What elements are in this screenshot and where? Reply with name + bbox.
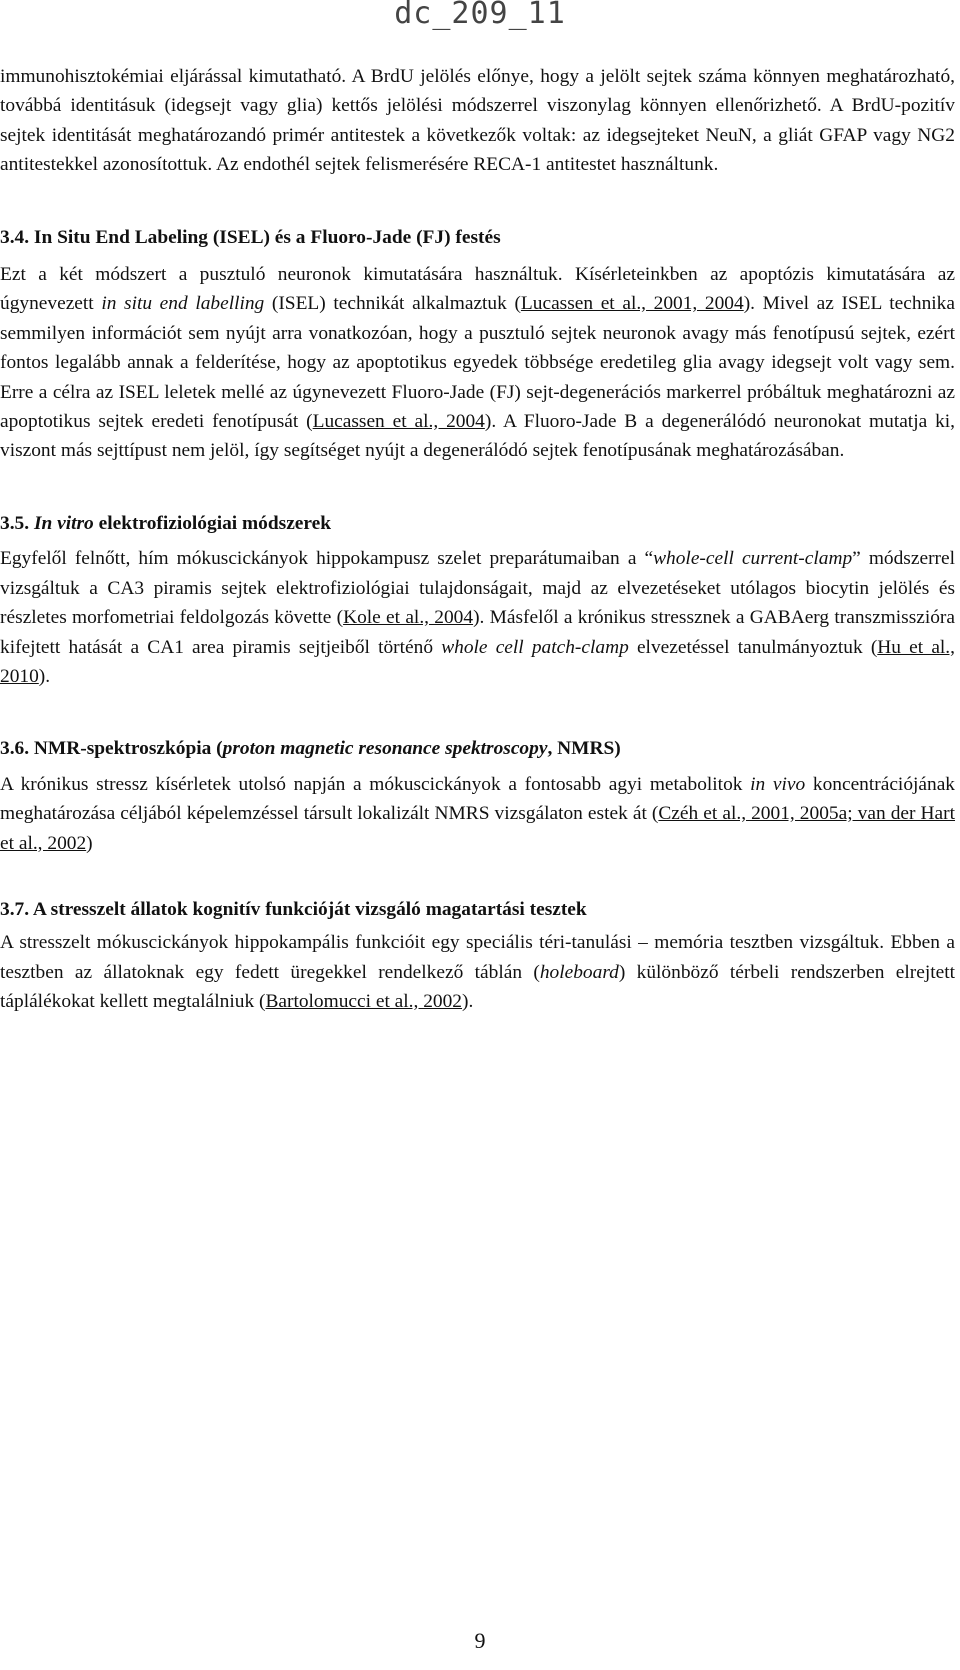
text: Ezt a két módszert a pusztuló neuronok kimutatására használtuk. Kísérleteinkben az apoptózis kimutatására az úgynevezett — [0, 264, 955, 315]
text: A stresszelt mókuscickányok hippokampális funkcióit egy speciális téri-tanulási – memória tesztben vizsgáltuk. Ebben a tesztben az állatoknak egy fedett üregekkel rendelkező táblán ( — [0, 932, 955, 983]
reference-link[interactable]: Lucassen et al., 2001, 2004 — [520, 293, 744, 315]
section-heading-3-6 — [0, 734, 955, 763]
page-number: 9 — [474, 1628, 486, 1653]
section-heading-3-5 — [0, 509, 955, 538]
document-page — [0, 62, 955, 1017]
text: ) — [86, 832, 93, 854]
paragraph-nmrs — [0, 770, 955, 858]
text: ). — [38, 665, 51, 687]
text: ” módszerrel vizsgáltuk a CA3 piramis sejtek elektrofiziológiai tulajdonságait, majd az elvezetéseket utólagos biocytin jelölés és részletes morfometriai feldolgozás követte ( — [0, 548, 955, 629]
section-heading-3-4: 3.4. In Situ End Labeling (ISEL) és a Fluoro-Jade (FJ) festés — [0, 226, 501, 248]
italic-term: holeboard — [539, 961, 619, 983]
text: ). — [462, 991, 474, 1013]
reference-link[interactable]: Kole et al., 2004 — [343, 607, 474, 629]
text: elvezetéssel tanulmányoztuk ( — [628, 636, 878, 658]
text: Egyfelől felnőtt, hím mókuscickányok hippokampusz szelet preparátumaiban a “ — [0, 548, 654, 570]
italic-term: In vitro — [33, 512, 94, 534]
reference-link[interactable]: Czéh et al., 2001, 2005a; van der Hart et al., 2002 — [0, 803, 956, 854]
text: ). Másfelől a krónikus stressznek a GABAerg transzmisszióra kifejtett hatását a CA1 area piramis sejtjeiből történő — [0, 607, 955, 658]
italic-term: proton magnetic resonance spektroscopy — [222, 738, 548, 760]
watermark: dc_209_11 — [394, 0, 566, 31]
reference-link[interactable]: Hu et al., 2010 — [0, 636, 956, 687]
section-title: , NMRS) — [547, 738, 621, 760]
text: (ISEL) technikát alkalmaztuk ( — [264, 293, 521, 315]
italic-term: whole-cell current-clamp — [653, 548, 853, 570]
text: ). A Fluoro-Jade B a degenerálódó neuronokat mutatja ki, viszont más sejttípust nem jelöl, így segítséget nyújt a degenerálódó sejtek fenotípusának meghatározásában. — [0, 411, 956, 462]
section-heading-3-7: 3.7. A stresszelt állatok kognitív funkcióját vizsgáló magatartási tesztek — [0, 898, 587, 920]
paragraph-brdu — [0, 62, 955, 180]
section-title: elektrofiziológiai módszerek — [93, 512, 332, 534]
reference-link[interactable]: Lucassen et al., 2004 — [312, 411, 485, 433]
italic-term: in situ end labelling — [101, 293, 265, 315]
paragraph-electrophysiology — [0, 544, 955, 691]
text: koncentrációjának meghatározása céljából képelemzéssel társult lokalizált NMRS vizsgálaton estek át ( — [0, 773, 956, 825]
reference-link[interactable]: Bartolomucci et al., 2002 — [265, 991, 463, 1013]
section-title: 3.6. NMR-spektroszkópia ( — [0, 738, 223, 760]
paragraph-behavior — [0, 928, 955, 1016]
italic-term: in vivo — [750, 773, 806, 795]
text: ). Mivel az ISEL technika semmilyen információt sem nyújt arra vonatkozóan, hogy a pusztuló sejtek neuronok avagy más fenotípusú sejtek, ezért fontos legalább annak a felderítése, hogy az apoptotikus egyedek többsége eredetileg glia avagy idegsejt volt vagy sem. Erre a célra az ISEL leletek mellé az úgynevezett Fluoro-Jade (FJ) sejt-degenerációs markerrel próbáltuk meghatározni az apoptotikus sejtek eredeti fenotípusát ( — [0, 293, 955, 433]
paragraph-isel — [0, 260, 955, 466]
section-number: 3.5. — [0, 512, 34, 534]
text: immunohisztokémiai eljárással kimutatható. A BrdU jelölés előnye, hogy a jelölt sejtek száma könnyen meghatározható, továbbá identitásuk (idegsejt vagy glia) kettős jelölési módszerrel viszonylag könnyen ellenőrizhető. A BrdU-pozitív sejtek identitását meghatározandó primér antitestek a következők voltak: az idegsejteket NeuN, a gliát GFAP vagy NG2 antitestekkel azonosítottuk. Az endothél sejtek felismerésére RECA-1 antitestet használtunk. — [0, 66, 955, 176]
italic-term: whole cell patch-clamp — [441, 636, 629, 658]
text: A krónikus stressz kísérletek utolsó napján a mókuscickányok a fontosabb agyi metabolitok — [0, 773, 751, 795]
text: ) különböző térbeli rendszerben elrejtett táplálékokat kellett megtalálniuk ( — [0, 961, 955, 1013]
